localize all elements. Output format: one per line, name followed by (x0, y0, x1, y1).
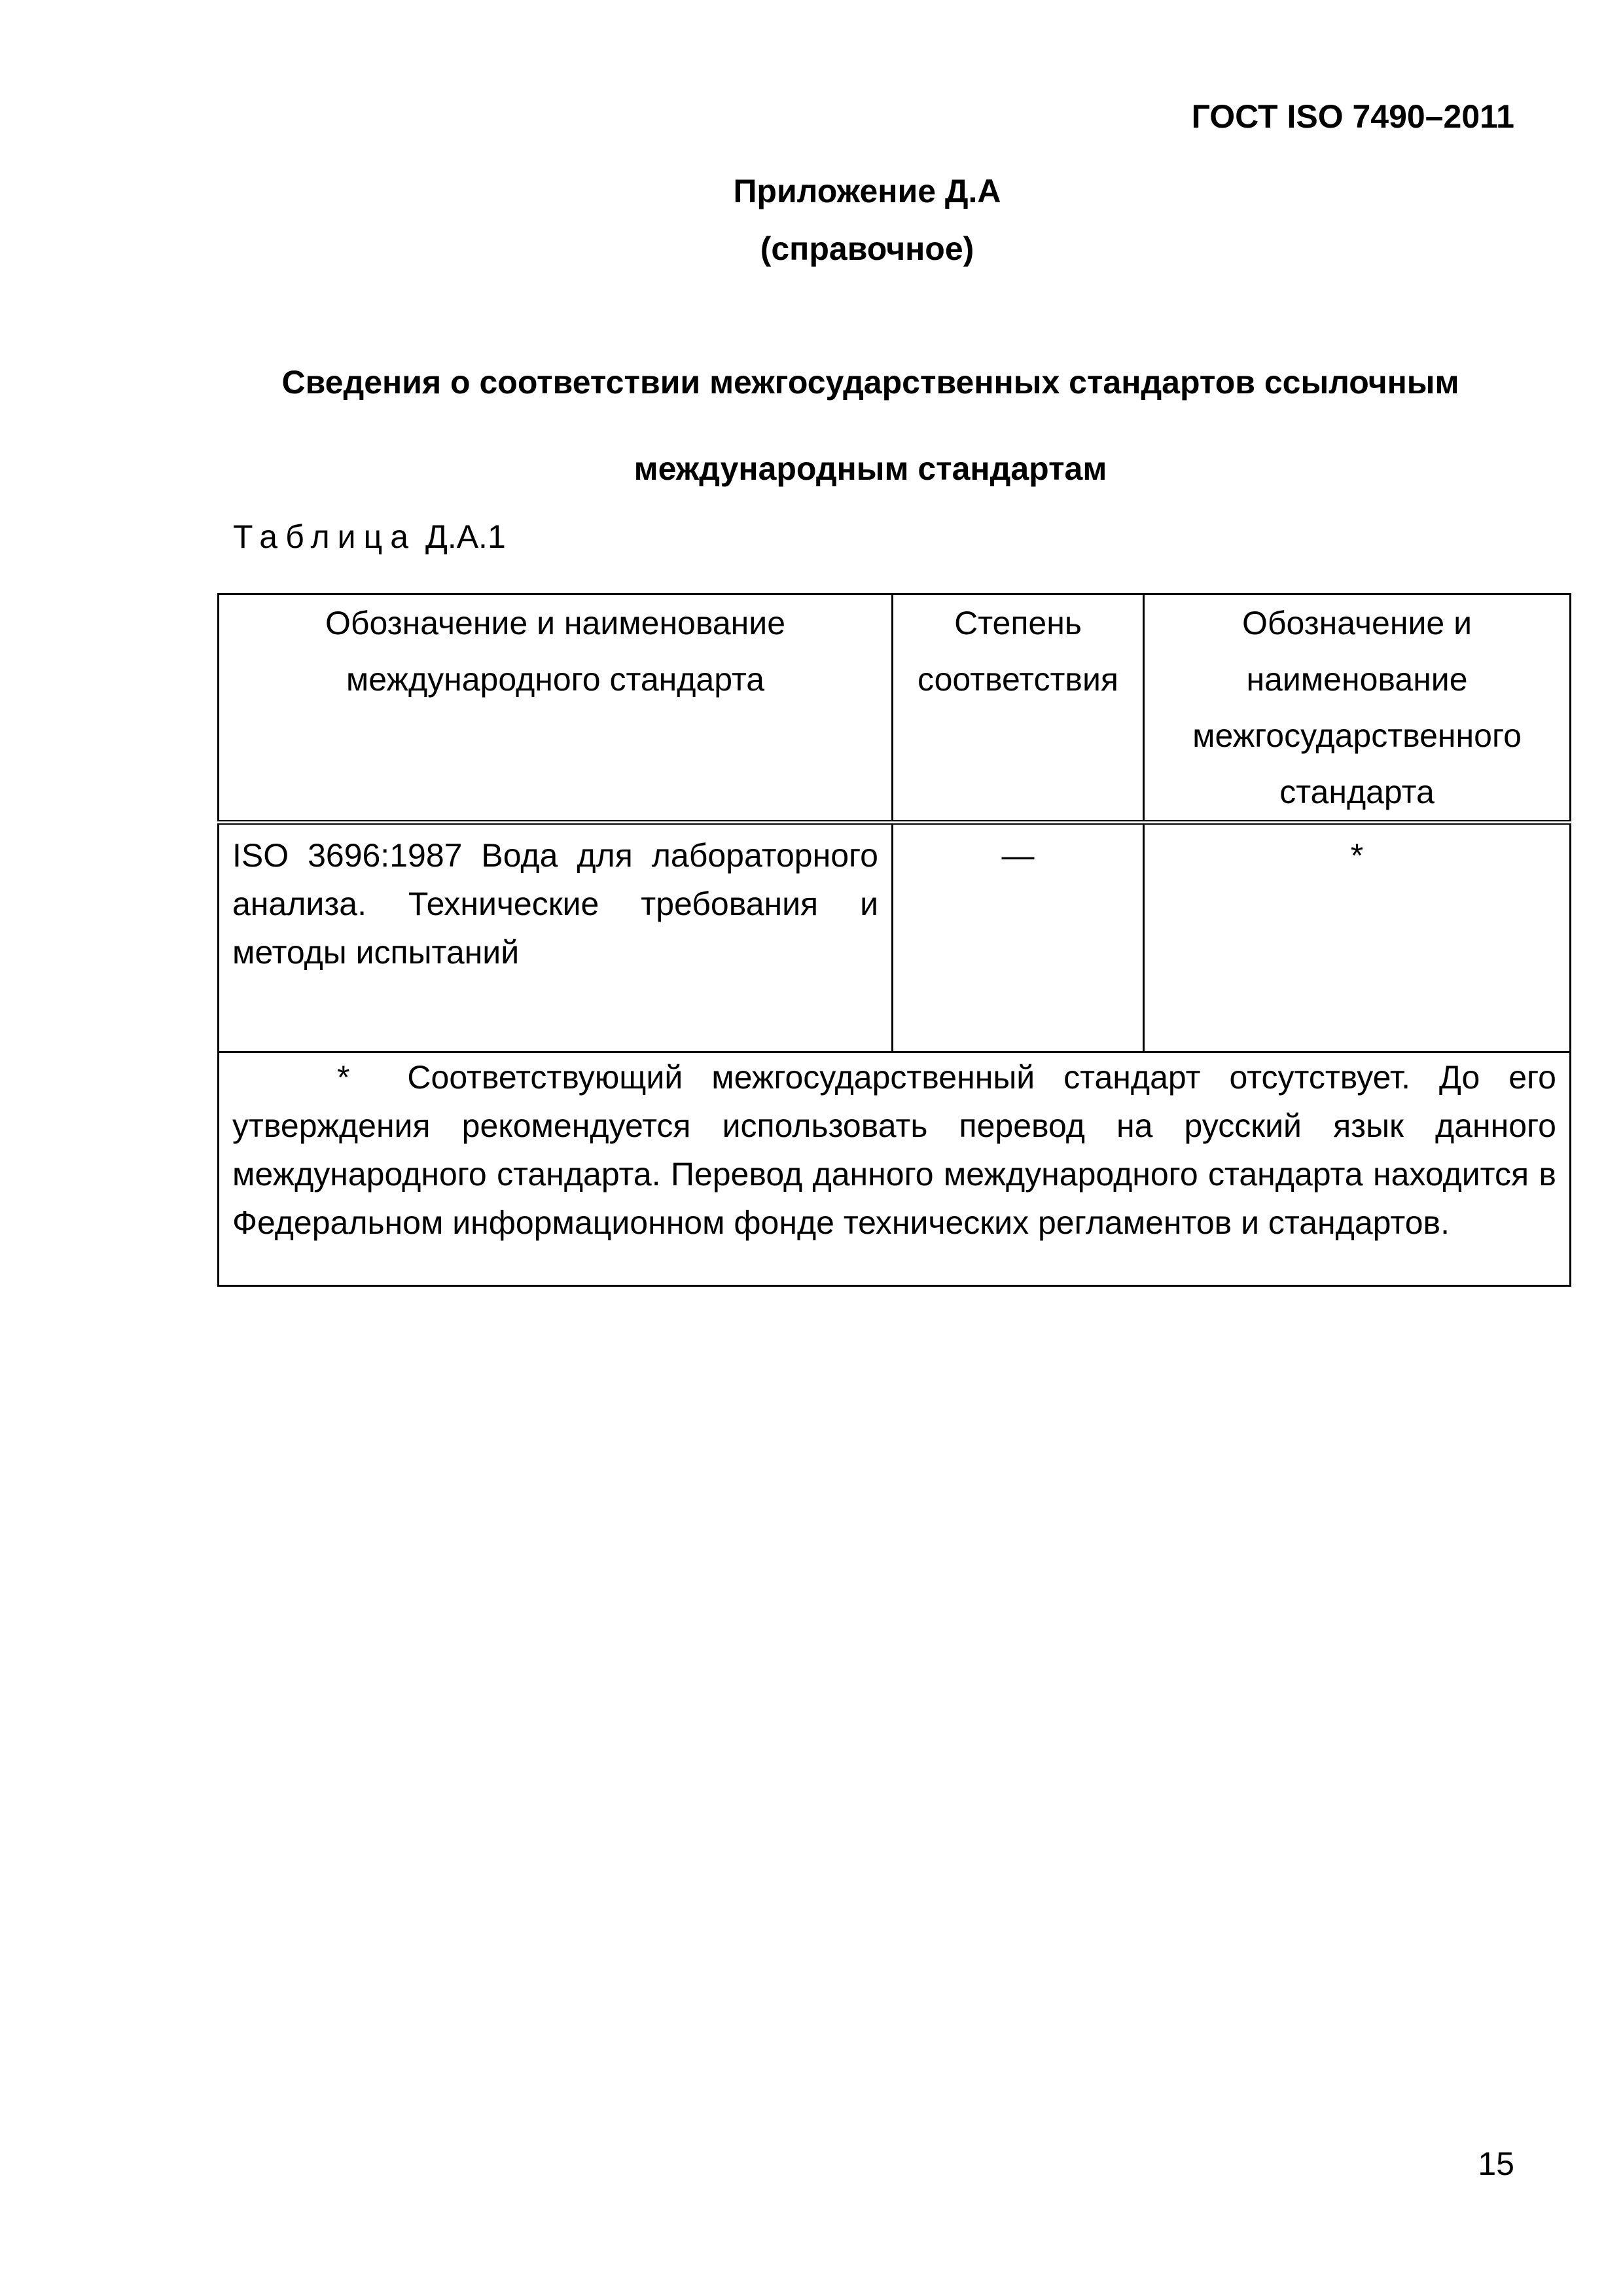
correspondence-table (217, 593, 1571, 1287)
footnote-mark: * (337, 1059, 350, 1096)
column-header-degree: Степень соответствия (893, 594, 1144, 823)
column-header-interstate-standard: Обозначение и наименование межгосударственного стандарта (1144, 594, 1571, 823)
section-title: Сведения о соответствии межгосударственных стандартов ссылочным международным стандартам (281, 364, 1459, 487)
table-row (219, 823, 1571, 1052)
table-footnote-row (219, 1052, 1571, 1286)
appendix-title: Приложение Д.А (733, 173, 1001, 209)
table-caption-number: Д.А.1 (425, 518, 506, 555)
table-caption (233, 517, 506, 556)
table-footnote (219, 1052, 1571, 1286)
cell-interstate-standard: * (1144, 823, 1571, 1052)
page-number: 15 (1478, 2145, 1514, 2182)
table-caption-word: Таблица (233, 518, 417, 555)
appendix-type: (справочное) (760, 230, 974, 267)
footnote-text: Соответствующий межгосударственный стандарт отсутствует. До его утверждения рекомендуется использовать перевод на русский язык данного международного стандарта. Перевод данного международного стандарта находится в Федеральном информационном фонде технических регламентов и стандартов. (232, 1059, 1556, 1241)
table-header-row (219, 594, 1571, 823)
column-header-international-standard: Обозначение и наименование международного стандарта (219, 594, 893, 823)
document-code: ГОСТ ISO 7490–2011 (1191, 98, 1514, 135)
cell-degree: — (893, 823, 1144, 1052)
cell-international-standard: ISO 3696:1987 Вода для лабораторного анализа. Технические требования и методы испытаний (219, 823, 893, 1052)
